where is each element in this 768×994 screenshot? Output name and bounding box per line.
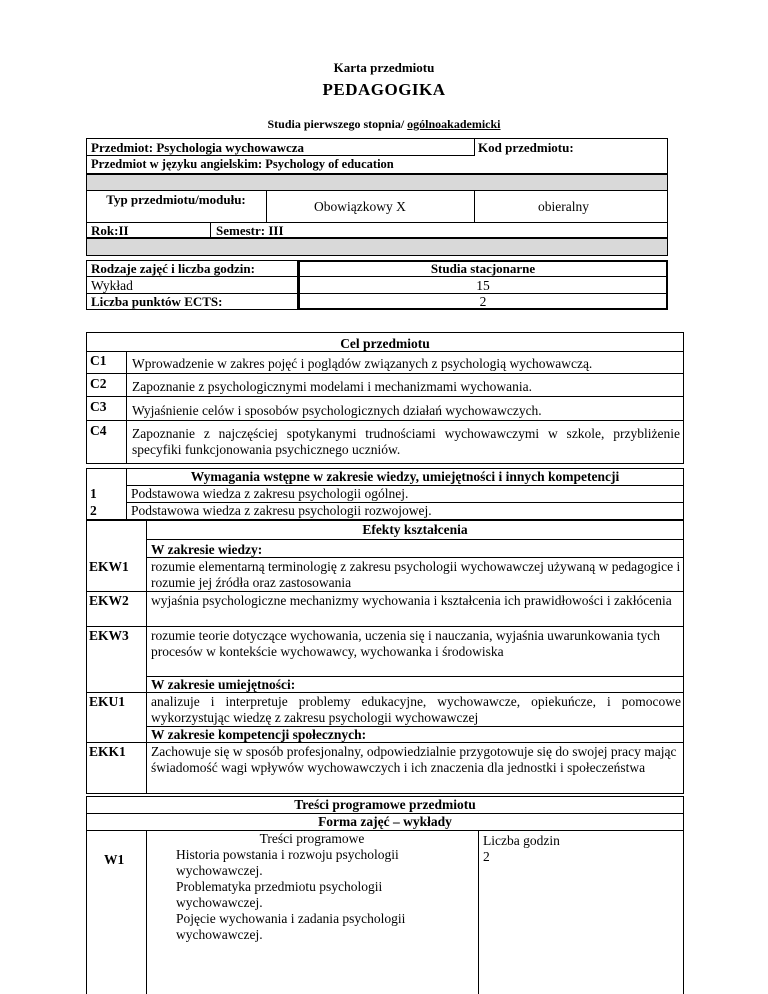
- semester-label: Semestr: III: [216, 223, 284, 238]
- gray-separator-1: [86, 174, 668, 191]
- outcome-text: analizuje i interpretuje problemy edukacyjne, wychowawcze, opiekuńcze, i pomocowe wykorzystując wiedzę z zakresu psychologii wychowawczej: [151, 694, 681, 725]
- year-divider: [210, 222, 211, 238]
- goal-text: Zapoznanie z psychologicznymi modelami i mechanizmami wychowania.: [132, 379, 532, 394]
- hours-lecture-value: 15: [476, 278, 490, 293]
- outcome-text: Zachowuje się w sposób profesjonalny, odpowiedzialnie przygotowuje się do swojej pracy mając świadomość wagi wpływów wychowawczych i ich znaczenia dla jednostki i społeczeństwa: [151, 744, 677, 775]
- program-content-line: Problematyka przedmiotu psychologii wychowawczej.: [176, 879, 383, 910]
- outcome-code: EKK1: [89, 744, 126, 759]
- year-label: Rok:II: [91, 223, 129, 238]
- ects-label: Liczba punktów ECTS:: [91, 294, 223, 309]
- subject-row-line: [86, 155, 475, 156]
- study-level: [0, 117, 768, 132]
- outcomes-line: [86, 742, 684, 743]
- goal-text: Zapoznanie z najczęściej spotykanymi trudnościami wychowawczymi w szkole, przybliżenie specyfiki funkcjonowania psychicznego uczniów.: [132, 426, 680, 457]
- program-form: Forma zajęć – wykłady: [318, 814, 452, 829]
- goal-code: C2: [90, 376, 107, 391]
- hours-line-1: [86, 276, 668, 277]
- requirement-num: 1: [90, 486, 97, 501]
- outcome-text: rozumie teorie dotyczące wychowania, uczenia się i nauczania, wyjaśnia uwarunkowania tych procesów w kontekście wychowawcy, wychowanka i środowiska: [151, 628, 661, 659]
- program-divider-1: [146, 830, 147, 994]
- subject-divider: [474, 138, 475, 156]
- goals-line-2: [86, 396, 684, 397]
- type-divider-1: [266, 190, 267, 223]
- goal-code: C4: [90, 423, 107, 438]
- outcomes-line: [86, 626, 684, 627]
- hours-header-left: Rodzaje zajęć i liczba godzin:: [91, 261, 255, 276]
- program-content-line: Pojęcie wychowania i zadania psychologii wychowawczej.: [176, 911, 406, 942]
- skills-header: W zakresie umiejętności:: [151, 677, 296, 692]
- knowledge-header: W zakresie wiedzy:: [151, 542, 263, 557]
- subject-name: Przedmiot: Psychologia wychowawcza: [91, 140, 305, 155]
- requirement-text: Podstawowa wiedza z zakresu psychologii rozwojowej.: [131, 503, 432, 518]
- outcomes-line: [146, 557, 684, 558]
- outcome-code: EKU1: [89, 694, 126, 709]
- type-divider-2: [474, 190, 475, 223]
- goal-code: C3: [90, 399, 107, 414]
- outcomes-line: [86, 591, 684, 592]
- program-col-hours: Liczba godzin: [483, 833, 560, 848]
- goals-title: Cel przedmiotu: [340, 336, 430, 351]
- goals-line-1: [86, 373, 684, 374]
- requirement-num: 2: [90, 503, 97, 518]
- major-title: PEDAGOGIKA: [322, 80, 446, 99]
- type-elective: obieralny: [538, 199, 589, 214]
- subject-code-label: Kod przedmiotu:: [478, 140, 574, 155]
- goal-text: Wprowadzenie w zakres pojęć i poglądów związanych z psychologią wychowawczą.: [132, 356, 593, 371]
- type-row-line: [86, 222, 668, 223]
- hours-header-right: Studia stacjonarne: [430, 261, 536, 276]
- type-label: Typ przedmiotu/modułu:: [106, 192, 246, 207]
- program-row-content: [176, 847, 472, 943]
- outcome-text: wyjaśnia psychologiczne mechanizmy wychowania i kształcenia ich prawidłowości i zakłócenia: [151, 593, 672, 608]
- outcomes-title: Efekty kształcenia: [362, 522, 468, 537]
- goals-code-divider: [126, 351, 127, 464]
- outcomes-line: [86, 692, 684, 693]
- study-level-prefix: Studia pierwszego stopnia/: [267, 117, 408, 131]
- hours-lecture-label: Wykład: [91, 278, 133, 293]
- program-row-hours: 2: [483, 849, 490, 864]
- gray-separator-2: [86, 238, 668, 256]
- goals-line-3: [86, 420, 684, 421]
- type-mandatory: Obowiązkowy X: [314, 199, 406, 214]
- competence-header: W zakresie kompetencji społecznych:: [151, 727, 367, 742]
- program-title: Treści programowe przedmiotu: [294, 797, 476, 812]
- requirements-divider: [126, 468, 127, 520]
- subject-name-en: Przedmiot w języku angielskim: Psychology of education: [91, 157, 394, 171]
- requirement-text: Podstawowa wiedza z zakresu psychologii ogólnej.: [131, 486, 409, 501]
- goal-text: Wyjaśnienie celów i sposobów psychologicznych działań wychowawczych.: [132, 403, 542, 418]
- study-profile: ogólnoakademicki: [407, 117, 501, 131]
- program-col-content: Treści programowe: [259, 831, 365, 846]
- program-content-line: Historia powstania i rozwoju psychologii wychowawczej.: [176, 847, 399, 878]
- program-divider-2: [478, 830, 479, 994]
- goal-code: C1: [90, 353, 107, 368]
- ects-value: 2: [479, 294, 487, 309]
- goals-title-line: [86, 351, 684, 352]
- outcome-code: EKW2: [89, 593, 129, 608]
- outcomes-code-divider: [146, 520, 147, 794]
- outcome-text: rozumie elementarną terminologię z zakresu psychologii wychowawczej używaną w pedagogice i rozumie jej źródła oraz zastosowania: [151, 559, 681, 590]
- outcomes-title-line: [146, 539, 684, 540]
- program-row-code: W1: [104, 852, 125, 867]
- outcome-code: EKW1: [89, 559, 129, 574]
- outcome-code: EKW3: [89, 628, 129, 643]
- requirements-title: Wymagania wstępne w zakresie wiedzy, umiejętności i innych kompetencji: [190, 469, 620, 484]
- card-title: Karta przedmiotu: [333, 60, 435, 75]
